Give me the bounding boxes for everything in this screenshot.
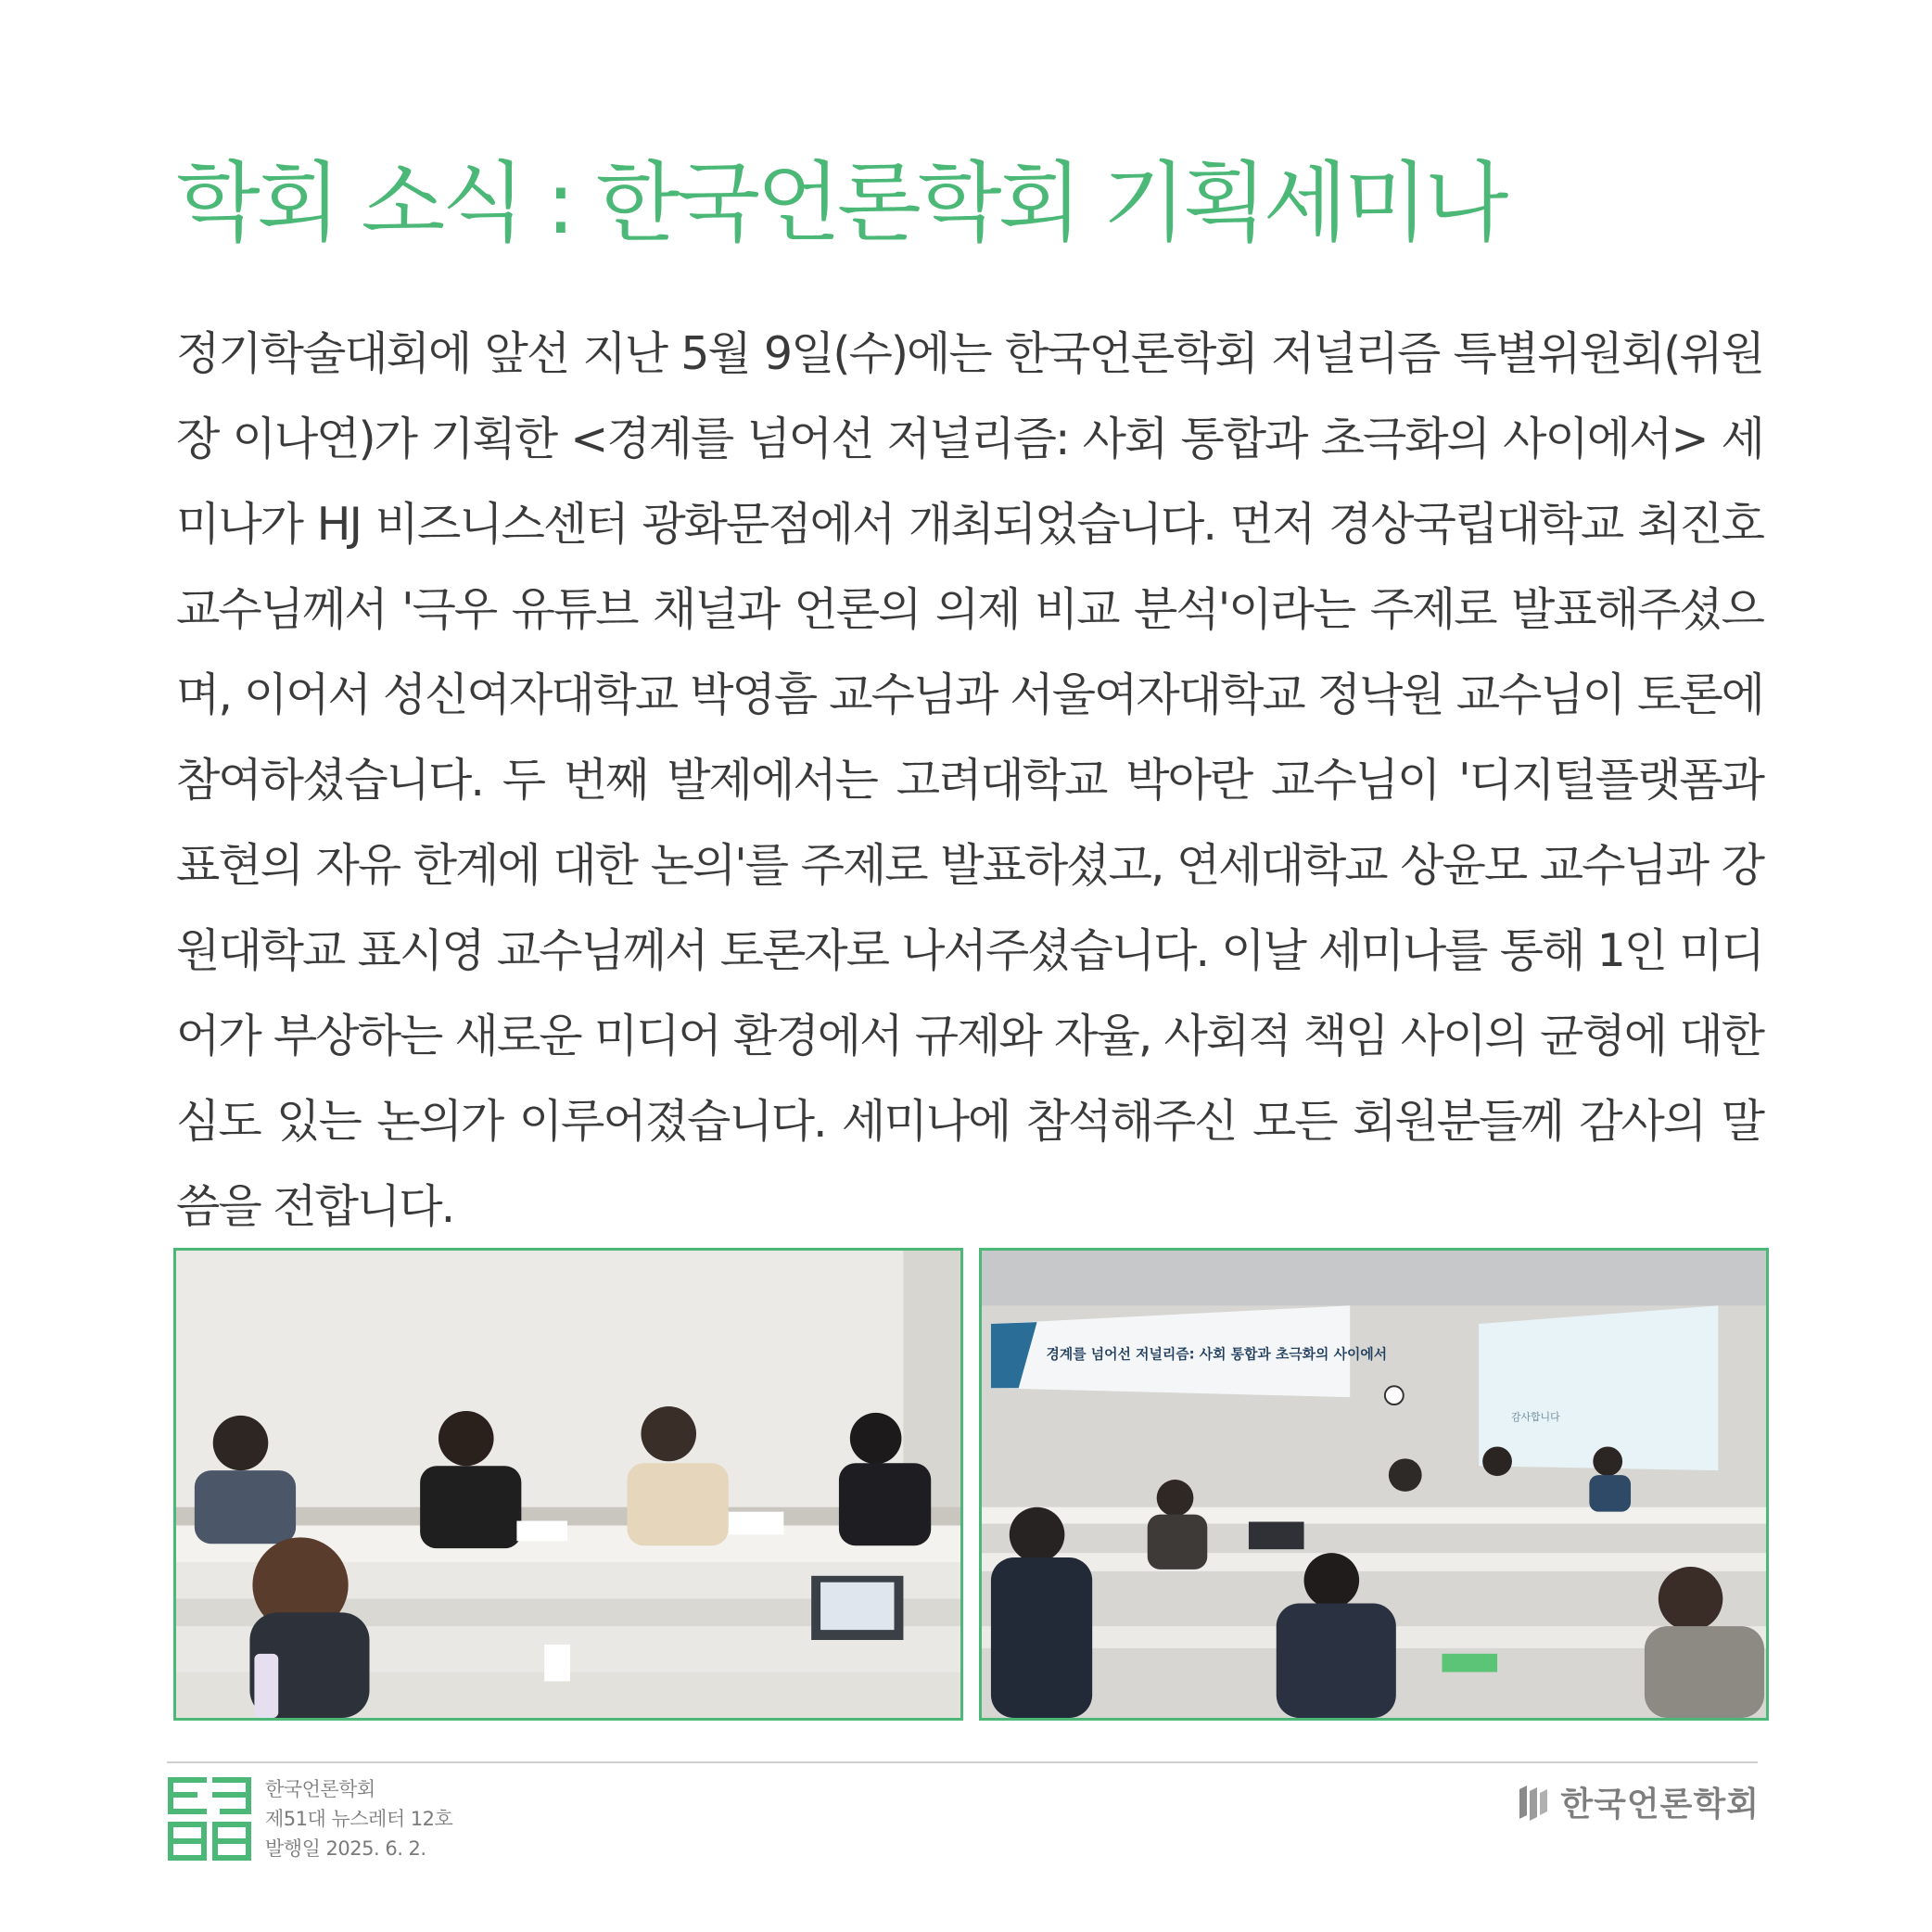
footer-info: [265, 1774, 452, 1863]
footer-divider: [167, 1761, 1758, 1763]
panel-photo-illustration: [176, 1251, 960, 1718]
footer-logo: [1518, 1778, 1760, 1825]
seminar-room-photo: [979, 1248, 1769, 1721]
seminar-room-illustration: [982, 1251, 1766, 1718]
footer-logo-text: 한국언론학회: [1560, 1786, 1760, 1824]
footer-date: 발행일 2025. 6. 2.: [265, 1837, 426, 1860]
society-emblem-icon: [167, 1774, 252, 1863]
footer-org: 한국언론학회: [265, 1778, 375, 1800]
panel-photo: [173, 1248, 963, 1721]
logo-mark-icon: [1518, 1784, 1549, 1821]
page-title: 학회 소식 : 한국언론학회 기획세미나: [176, 153, 1506, 254]
footer-issue: 제51대 뉴스레터 12호: [265, 1808, 453, 1830]
screen-text: 감사합니다: [1510, 1410, 1560, 1423]
banner-text: 경계를 넘어선 저널리즘: 사회 통합과 초극화의 사이에서: [1046, 1345, 1388, 1363]
article-body: 정기학술대회에 앞선 지난 5월 9일(수)에는 한국언론학회 저널리즘 특별위원회(위원장 이나연)가 기획한 <경계를 넘어선 저널리즘: 사회 통합과 초극화의 사이에서> 세미나가 HJ 비즈니스센터 광화문점에서 개최되었습니다. 먼저 경상국립대학교 최진호 교수님께서 '극우 유튜브 채널과 언론의 의제 비교 분석'이라는 주제로 발표해주셨으며, 이어서 성신여자대학교 박영흠 교수님과 서울여자대학교 정낙원 교수님이 토론에 참여하셨습니다. 두 번째 발제에서는 고려대학교 박아란 교수님이 '디지털플랫폼과 표현의 자유 한계에 대한 논의'를 주제로 발표하셨고, 연세대학교 상윤모 교수님과 강원대학교 표시영 교수님께서 토론자로 나서주셨습니다. 이날 세미나를 통해 1인 미디어가 부상하는 새로운 미디어 환경에서 규제와 자율, 사회적 책임 사이의 균형에 대한 심도 있는 논의가 이루어졌습니다. 세미나에 참석해주신 모든 회원분들께 감사의 말씀을 전합니다.: [176, 327, 1763, 1233]
